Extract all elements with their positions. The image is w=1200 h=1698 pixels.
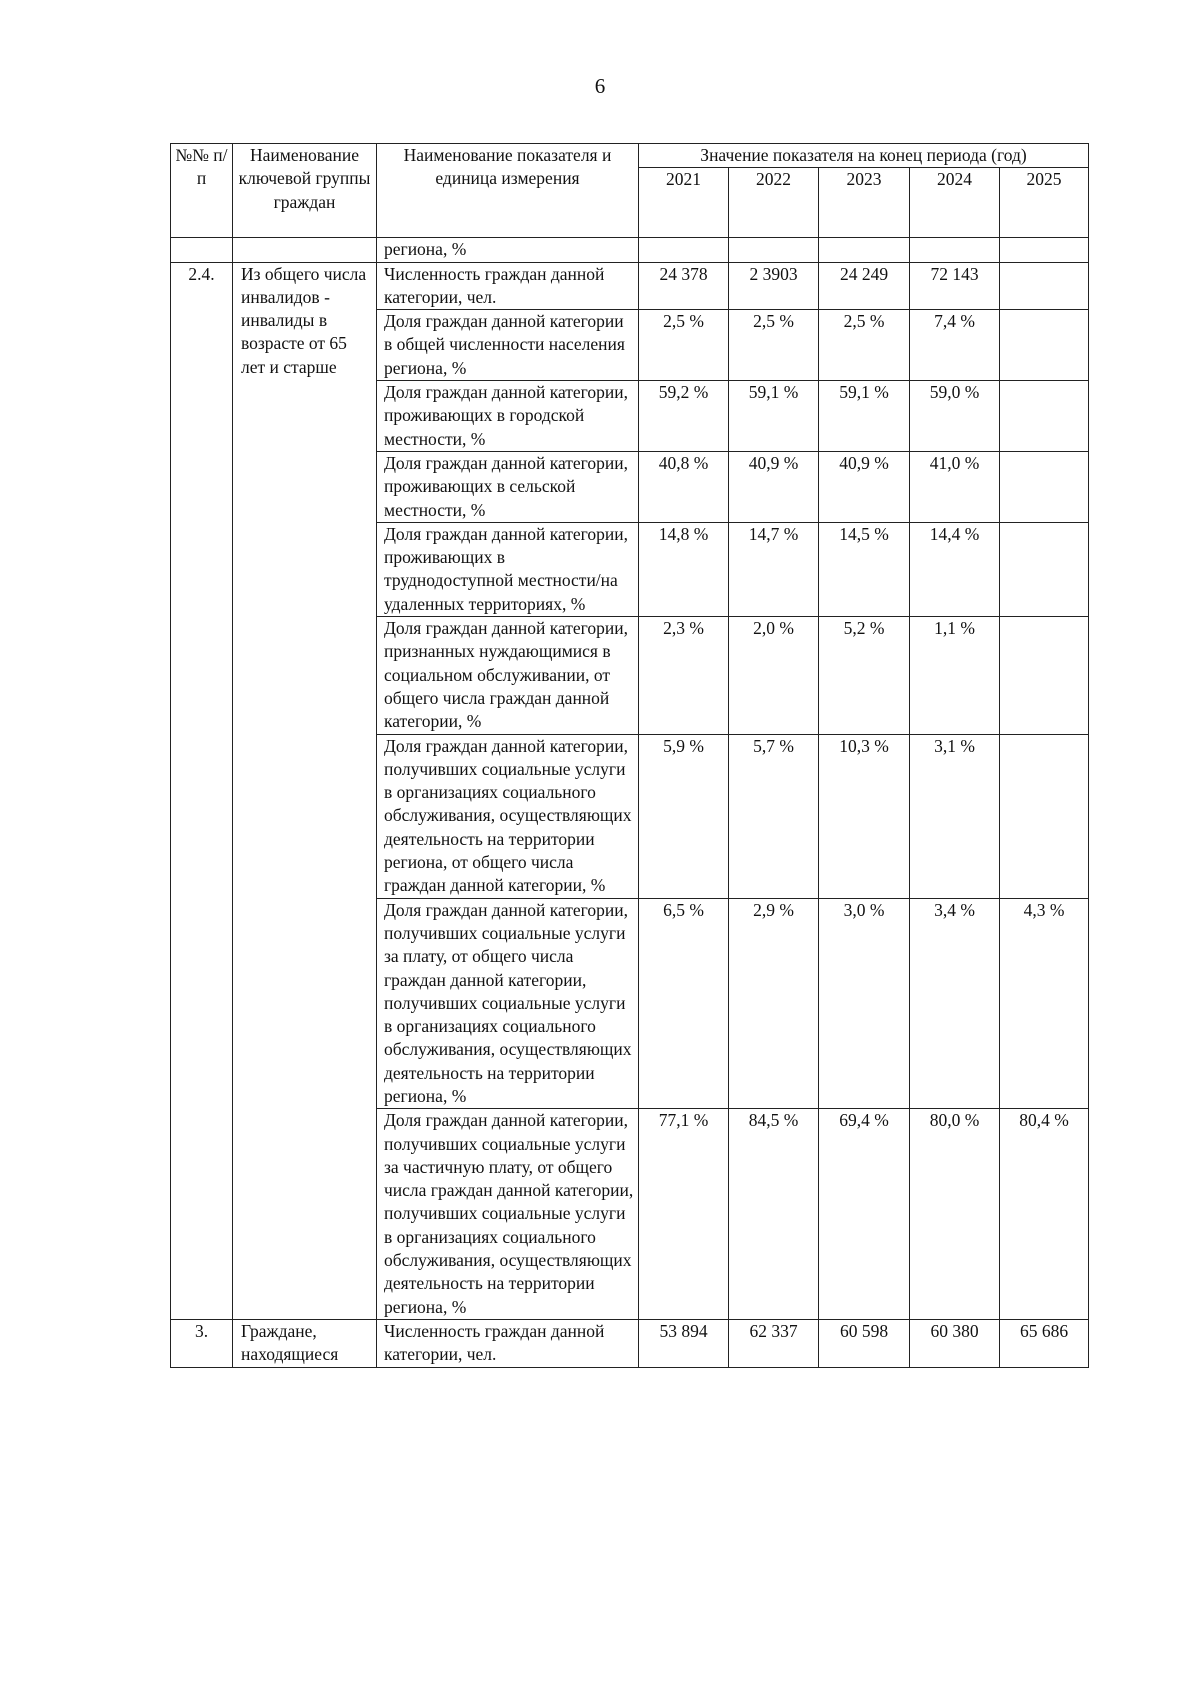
value-cell: 2,9 % — [729, 898, 819, 1109]
indicator-cell: Доля граждан данной категории, признанных нуждающимися в социальном обслуживании, от общего числа граждан данной категории, % — [377, 617, 639, 734]
value-cell — [1000, 522, 1089, 616]
value-cell — [1000, 262, 1089, 310]
value-cell: 80,0 % — [910, 1109, 1000, 1320]
indicator-cell: Доля граждан данной категории, получивших социальные услуги за плату, от общего числа граждан данной категории, получивших социальные услуги в организациях социального обслуживания, осуществляющих деятельность на территории региона, % — [377, 898, 639, 1109]
value-cell: 2,3 % — [639, 617, 729, 734]
indicator-cell: Доля граждан данной категории, проживающих в труднодоступной местности/на удаленных территориях, % — [377, 522, 639, 616]
value-cell: 41,0 % — [910, 451, 1000, 522]
value-cell: 5,2 % — [819, 617, 910, 734]
value-cell: 62 337 — [729, 1319, 819, 1367]
indicator-cell: Доля граждан данной категории, проживающих в сельской местности, % — [377, 451, 639, 522]
value-cell: 77,1 % — [639, 1109, 729, 1320]
indicator-cell: Доля граждан данной категории в общей численности населения региона, % — [377, 310, 639, 381]
value-cell: 60 380 — [910, 1319, 1000, 1367]
header-year: 2025 — [1000, 168, 1089, 238]
value-cell: 65 686 — [1000, 1319, 1089, 1367]
section-group: Граждане, находящиеся — [233, 1319, 377, 1367]
value-cell — [639, 238, 729, 262]
indicators-table — [170, 143, 1089, 1368]
num-cell — [171, 238, 233, 262]
value-cell: 3,4 % — [910, 898, 1000, 1109]
value-cell: 5,9 % — [639, 734, 729, 898]
value-cell: 59,0 % — [910, 381, 1000, 452]
value-cell: 59,2 % — [639, 381, 729, 452]
header-year: 2021 — [639, 168, 729, 238]
value-cell: 40,8 % — [639, 451, 729, 522]
value-cell: 2,5 % — [819, 310, 910, 381]
value-cell: 6,5 % — [639, 898, 729, 1109]
header-group: Наименование ключевой группы граждан — [233, 144, 377, 238]
header-year: 2024 — [910, 168, 1000, 238]
value-cell: 24 249 — [819, 262, 910, 310]
section-group: Из общего числа инвалидов - инвалиды в возрасте от 65 лет и старше — [233, 262, 377, 1319]
section-num: 3. — [171, 1319, 233, 1367]
value-cell: 84,5 % — [729, 1109, 819, 1320]
indicator-cell: Численность граждан данной категории, чел. — [377, 1319, 639, 1367]
value-cell: 14,8 % — [639, 522, 729, 616]
value-cell — [1000, 617, 1089, 734]
value-cell: 60 598 — [819, 1319, 910, 1367]
value-cell — [1000, 310, 1089, 381]
value-cell: 3,1 % — [910, 734, 1000, 898]
value-cell: 59,1 % — [729, 381, 819, 452]
value-cell: 40,9 % — [819, 451, 910, 522]
table-row — [171, 238, 1089, 262]
value-cell — [729, 238, 819, 262]
value-cell — [819, 238, 910, 262]
table-row — [171, 1319, 1089, 1367]
header-year: 2023 — [819, 168, 910, 238]
indicator-cell: Доля граждан данной категории, получивших социальные услуги за частичную плату, от общего числа граждан данной категории, получивших социальные услуги в организациях социального обслуживания, осуществляющих деятельность на территории региона, % — [377, 1109, 639, 1320]
indicator-cell: Доля граждан данной категории, проживающих в городской местности, % — [377, 381, 639, 452]
value-cell: 2,5 % — [729, 310, 819, 381]
indicator-cell: Доля граждан данной категории, получивших социальные услуги в организациях социального обслуживания, осуществляющих деятельность на территории региона, от общего числа граждан данной категории, % — [377, 734, 639, 898]
value-cell: 14,4 % — [910, 522, 1000, 616]
header-year: 2022 — [729, 168, 819, 238]
value-cell — [1000, 451, 1089, 522]
value-cell — [1000, 734, 1089, 898]
value-cell: 2,5 % — [639, 310, 729, 381]
value-cell: 4,3 % — [1000, 898, 1089, 1109]
value-cell: 72 143 — [910, 262, 1000, 310]
value-cell: 2,0 % — [729, 617, 819, 734]
value-cell: 5,7 % — [729, 734, 819, 898]
value-cell: 24 378 — [639, 262, 729, 310]
value-cell: 10,3 % — [819, 734, 910, 898]
header-values: Значение показателя на конец периода (год) — [639, 144, 1089, 168]
value-cell: 7,4 % — [910, 310, 1000, 381]
value-cell: 53 894 — [639, 1319, 729, 1367]
value-cell — [1000, 238, 1089, 262]
value-cell: 1,1 % — [910, 617, 1000, 734]
group-cell — [233, 238, 377, 262]
section-num: 2.4. — [171, 262, 233, 1319]
indicator-cell: Численность граждан данной категории, чел. — [377, 262, 639, 310]
header-indicator: Наименование показателя и единица измерения — [377, 144, 639, 238]
value-cell: 14,5 % — [819, 522, 910, 616]
value-cell: 80,4 % — [1000, 1109, 1089, 1320]
value-cell: 40,9 % — [729, 451, 819, 522]
value-cell: 59,1 % — [819, 381, 910, 452]
table-header-row — [171, 144, 1089, 168]
page-number: 6 — [594, 74, 606, 98]
value-cell: 2 3903 — [729, 262, 819, 310]
indicator-cell: региона, % — [377, 238, 639, 262]
value-cell — [1000, 381, 1089, 452]
value-cell — [910, 238, 1000, 262]
value-cell: 14,7 % — [729, 522, 819, 616]
header-num: №№ п/п — [171, 144, 233, 238]
table-row — [171, 262, 1089, 310]
value-cell: 69,4 % — [819, 1109, 910, 1320]
value-cell: 3,0 % — [819, 898, 910, 1109]
